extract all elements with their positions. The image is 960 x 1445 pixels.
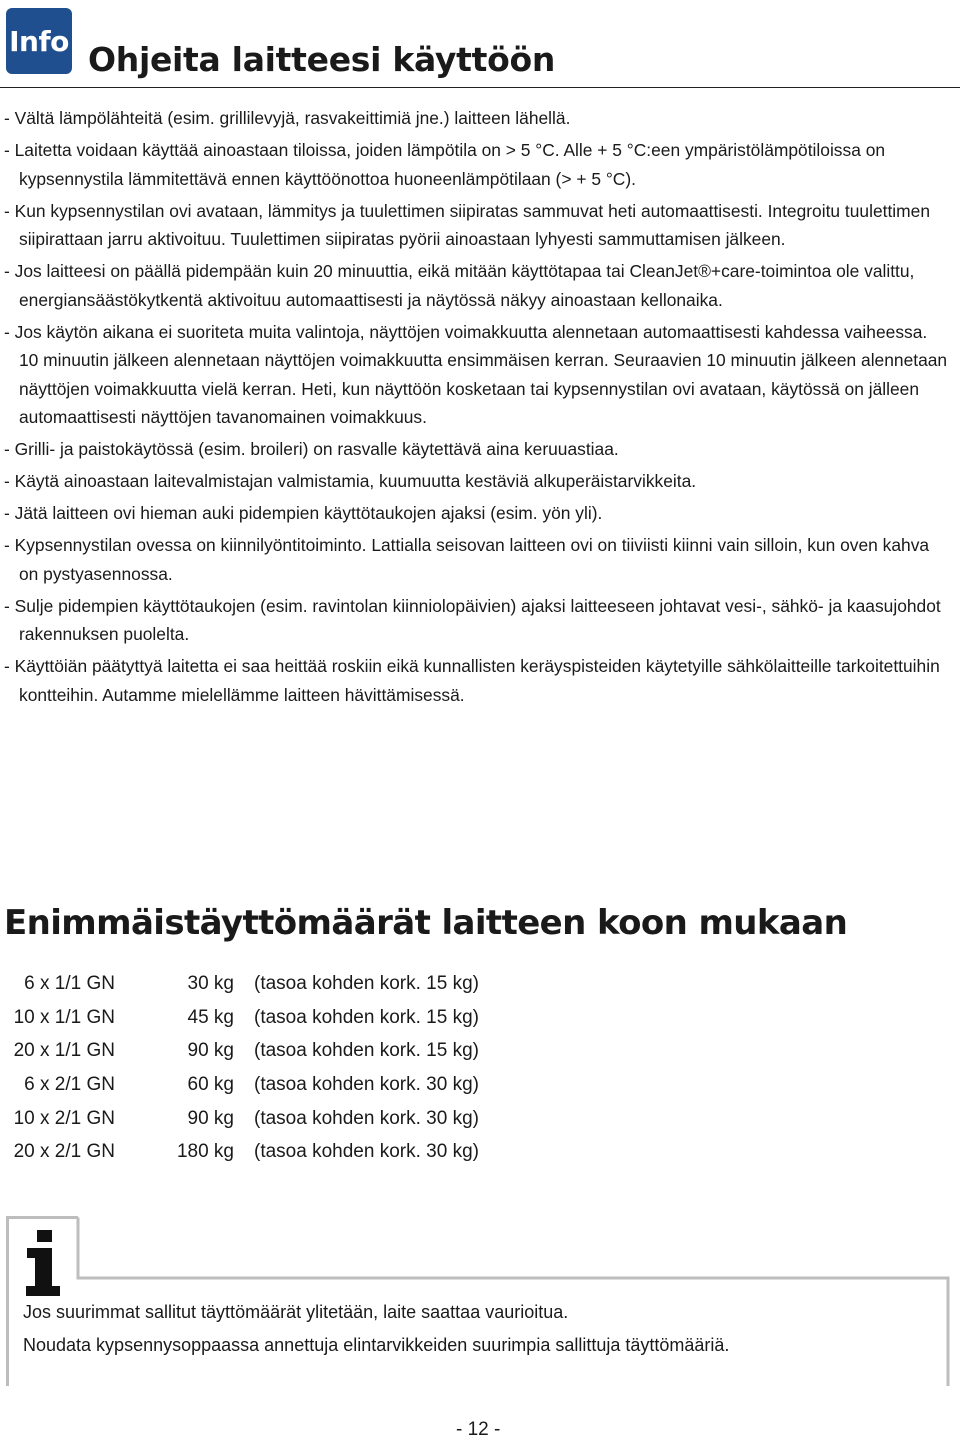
instruction-item: - Grilli- ja paistokäytössä (esim. broileri) on rasvalle käytettävä aina keruuastiaa.	[4, 439, 619, 459]
limit-cell: (tasoa kohden kork. 15 kg)	[254, 1006, 479, 1028]
table-row	[8, 967, 479, 1001]
size-cell: 10 x 2/1 GN	[13, 1107, 115, 1129]
weight-cell: 90 kg	[187, 1040, 234, 1062]
weight-cell: 180 kg	[176, 1141, 234, 1163]
instruction-item: - Sulje pidempien käyttötaukojen (esim. ravintolan kiinniolopäivien) ajaksi laitteeseen johtavat vesi-, sähkö- ja kaasujohdot rakennuksen puolelta.	[4, 595, 941, 644]
table-row	[8, 1068, 479, 1102]
instruction-item: - Kun kypsennystilan ovi avataan, lämmitys ja tuulettimen siipiratas sammuvat heti automaattisesti. Integroitu tuulettimen siipirattaan jarru aktivoituu. Tuulettimen siipiratas pyörii ainoastaan lyhyesti sammuttamisen jälkeen.	[4, 200, 931, 249]
size-cell: 20 x 1/1 GN	[13, 1040, 115, 1062]
instruction-item: - Käytä ainoastaan laitevalmistajan valmistamia, kuumuutta kestäviä alkuperäistarvikkeita.	[4, 471, 697, 491]
weight-cell: 30 kg	[187, 972, 234, 994]
instruction-item: - Jos laitteesi on päällä pidempään kuin 20 minuuttia, eikä mitään käyttötapaa tai CleanJet®+care-toimintoa ole valittu, energiansäästökytkentä aktivoituu automaattisesti ja näytössä näkyy ainoastaan kellonaika.	[4, 261, 915, 310]
note-text	[23, 1296, 923, 1362]
instruction-item: - Jos käytön aikana ei suoriteta muita valintoja, näyttöjen voimakkuutta alennetaan automaattisesti kahdessa vaiheessa. 10 minuutin jälkeen alennetaan näyttöjen voimakkuutta ensimmäisen kerran. Seuraavien 10 minuutin jälkeen alennetaan näyttöjen voimakkuutta vielä kerran. Heti, kun näyttöön kosketaan tai kypsennystilan ovi avataan, käytössä on jälleen automaattisesti näyttöjen tavanomainen voimakkuus.	[4, 321, 948, 427]
limit-cell: (tasoa kohden kork. 15 kg)	[254, 1040, 479, 1062]
limit-cell: (tasoa kohden kork. 30 kg)	[254, 1141, 479, 1163]
limit-cell: (tasoa kohden kork. 30 kg)	[254, 1073, 479, 1095]
title-divider	[0, 87, 960, 88]
weight-cell: 60 kg	[187, 1073, 234, 1095]
info-note-box	[6, 1216, 950, 1386]
instruction-item: - Kypsennystilan ovessa on kiinnilyöntitoiminto. Lattialla seisovan laitteen ovi on tiiviisti kiinni vain silloin, kun oven kahva on pystyasennossa.	[4, 535, 930, 584]
table-row	[8, 1102, 479, 1136]
capacity-heading: Enimmäistäyttömäärät laitteen koon mukaan	[4, 903, 848, 943]
weight-cell: 45 kg	[187, 1006, 234, 1028]
info-badge: Info	[6, 8, 72, 74]
note-line: Noudata kypsennysoppaassa annettuja elintarvikkeiden suurimpia sallittuja täyttömääriä.	[23, 1335, 730, 1355]
size-cell: 6 x 1/1 GN	[24, 972, 115, 994]
instruction-item: - Käyttöiän päätyttyä laitetta ei saa heittää roskiin eikä kunnallisten keräyspisteiden käytetyille sähkölaitteille tarkoitettuihin kontteihin. Autamme mielellämme laitteen hävittämisessä.	[4, 656, 940, 705]
table-row	[8, 1034, 479, 1068]
instruction-item: - Laitetta voidaan käyttää ainoastaan tiloissa, joiden lämpötila on > 5 °C. Alle + 5 °C:een ympäristölämpötiloissa on kypsennystila lämmitettävä ennen käyttöönottoa huoneenlämpötilaan (> + 5 °C).	[4, 140, 886, 189]
instruction-list	[4, 104, 949, 713]
limit-cell: (tasoa kohden kork. 30 kg)	[254, 1107, 479, 1129]
capacity-table	[8, 967, 479, 1169]
note-line: Jos suurimmat sallitut täyttömäärät ylitetään, laite saattaa vaurioitua.	[23, 1302, 569, 1322]
info-icon	[22, 1228, 66, 1300]
table-row	[8, 1001, 479, 1035]
weight-cell: 90 kg	[187, 1107, 234, 1129]
size-cell: 10 x 1/1 GN	[13, 1006, 115, 1028]
instruction-item: - Jätä laitteen ovi hieman auki pidempien käyttötaukojen ajaksi (esim. yön yli).	[4, 503, 603, 523]
limit-cell: (tasoa kohden kork. 15 kg)	[254, 972, 479, 994]
size-cell: 20 x 2/1 GN	[13, 1141, 115, 1163]
table-row	[8, 1135, 479, 1169]
page-number: - 12 -	[456, 1419, 501, 1440]
page-title: Ohjeita laitteesi käyttöön	[88, 40, 556, 79]
instruction-item: - Vältä lämpölähteitä (esim. grillilevyjä, rasvakeittimiä jne.) laitteen lähellä.	[4, 108, 571, 128]
size-cell: 6 x 2/1 GN	[24, 1073, 115, 1095]
